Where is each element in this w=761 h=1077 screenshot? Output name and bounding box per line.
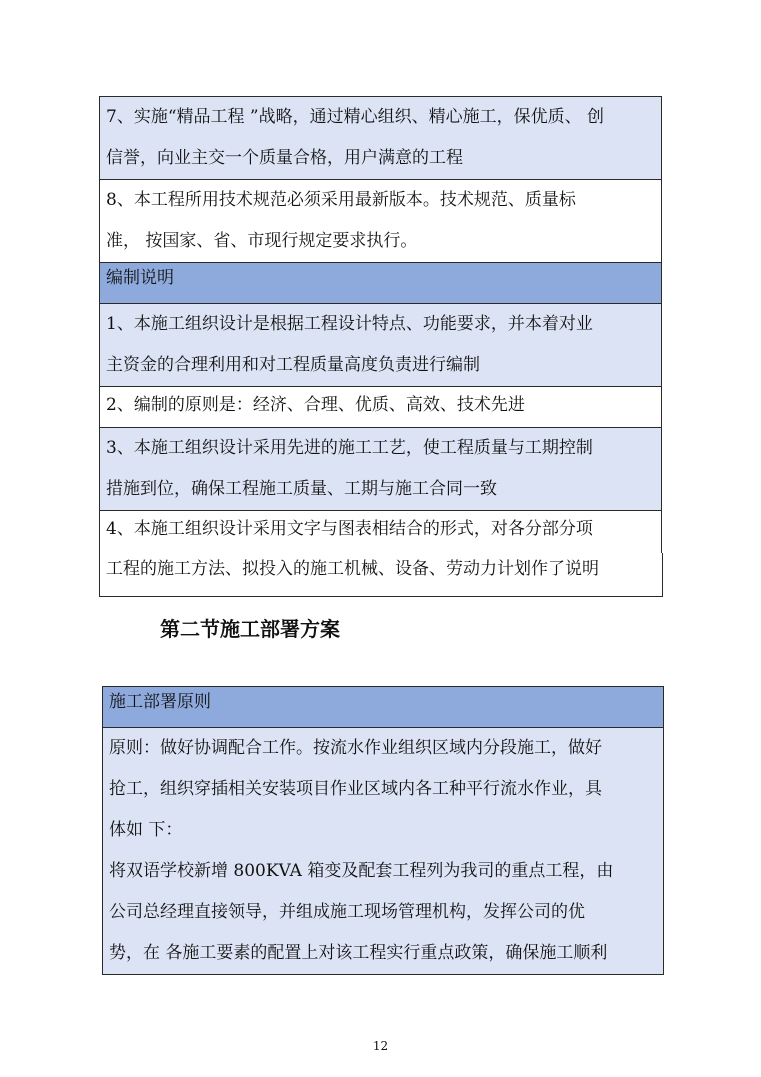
item-1-line-1: 1、本施工组织设计是根据工程设计特点、功能要求，并本着对业 bbox=[106, 314, 593, 334]
section-title: 第二节施工部署方案 bbox=[160, 617, 340, 641]
table-row-7 bbox=[99, 96, 662, 180]
deployment-line-6: 势，在 各施工要素的配置上对该工程实行重点政策，确保施工顺利 bbox=[109, 943, 608, 963]
table-row-item-2 bbox=[99, 386, 662, 428]
deployment-line-2: 抢工，组织穿插相关安装项目作业区域内各工种平行流水作业，具 bbox=[109, 779, 602, 799]
item-1-line-2: 主资金的合理利用和对工程质量高度负责进行编制 bbox=[106, 355, 480, 375]
deployment-line-4: 将双语学校新增 800KVA 箱变及配套工程列为我司的重点工程，由 bbox=[109, 861, 614, 881]
table-header-compilation-notes bbox=[99, 262, 662, 304]
table-row-8 bbox=[99, 179, 662, 263]
page-number: 12 bbox=[372, 1039, 389, 1053]
deployment-header-label: 施工部署原则 bbox=[109, 692, 211, 712]
table-row-deployment-body bbox=[102, 727, 664, 975]
row-7-line-1: 7、实施“精品工程 ”战略，通过精心组织、精心施工，保优质、 创 bbox=[106, 107, 605, 127]
deployment-line-3: 体如 下： bbox=[109, 820, 183, 840]
item-3-line-1: 3、本施工组织设计采用先进的施工工艺，使工程质量与工期控制 bbox=[106, 438, 593, 458]
deployment-line-1: 原则：做好协调配合工作。按流水作业组织区域内分段施工，做好 bbox=[109, 738, 602, 758]
item-2-line-1: 2、编制的原则是：经济、合理、优质、高效、技术先进 bbox=[106, 395, 525, 415]
table-row-item-4-continued bbox=[99, 553, 663, 597]
item-4-line-2: 工程的施工方法、拟投入的施工机械、设备、劳动力计划作了说明 bbox=[106, 559, 599, 579]
header-label: 编制说明 bbox=[106, 268, 174, 288]
table-row-item-3 bbox=[99, 427, 662, 511]
item-3-line-2: 措施到位，确保工程施工质量、工期与施工合同一致 bbox=[106, 479, 497, 499]
deployment-line-5: 公司总经理直接领导，并组成施工现场管理机构，发挥公司的优 bbox=[109, 902, 585, 922]
row-7-line-2: 信誉，向业主交一个质量合格，用户满意的工程 bbox=[106, 148, 463, 168]
item-4-line-1: 4、本施工组织设计采用文字与图表相结合的形式，对各分部分项 bbox=[106, 519, 593, 539]
table-header-deployment-principles bbox=[102, 686, 664, 728]
row-8-line-1: 8、本工程所用技术规范必须采用最新版本。技术规范、质量标 bbox=[106, 190, 576, 210]
table-row-item-4 bbox=[99, 510, 662, 554]
table-row-item-1 bbox=[99, 303, 662, 387]
row-8-line-2: 准， 按国家、省、市现行规定要求执行。 bbox=[106, 231, 418, 251]
